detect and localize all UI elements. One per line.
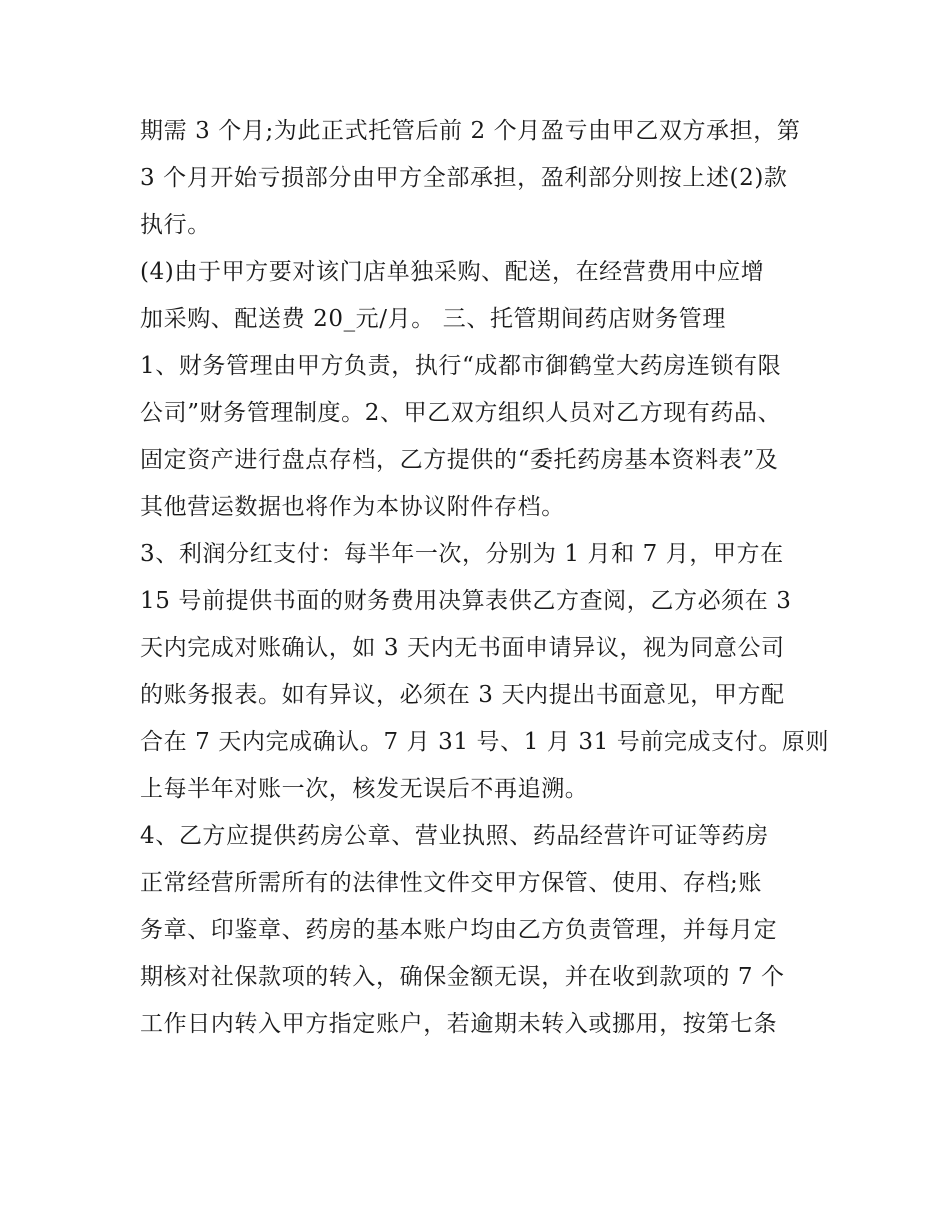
- text-line: 4、乙方应提供药房公章、营业执照、药品经营许可证等药房: [140, 823, 769, 849]
- text-line: 期核对社保款项的转入，确保金额无误，并在收到款项的 7 个: [140, 964, 785, 990]
- text-line: 的账务报表。如有异议，必须在 3 天内提出书面意见，甲方配: [140, 682, 785, 708]
- text-line: 3、利润分红支付：每半年一次，分别为 1 月和 7 月，甲方在: [140, 541, 784, 567]
- text-line: (4)由于甲方要对该门店单独采购、配送，在经营费用中应增: [140, 259, 765, 285]
- text-line: 合在 7 天内完成确认。7 月 31 号、1 月 31 号前完成支付。原则: [140, 729, 830, 755]
- text-line: 固定资产进行盘点存档，乙方提供的“委托药房基本资料表”及: [140, 447, 779, 473]
- text-line: 其他营运数据也将作为本协议附件存档。: [140, 494, 565, 520]
- text-line: 期需 3 个月;为此正式托管后前 2 个月盈亏由甲乙双方承担，第: [140, 118, 801, 144]
- text-line: 3 个月开始亏损部分由甲方全部承担，盈利部分则按上述(2)款: [140, 165, 788, 191]
- text-line: 1、财务管理由甲方负责，执行“成都市御鹤堂大药房连锁有限: [140, 353, 782, 379]
- text-line: 15 号前提供书面的财务费用决算表供乙方查阅，乙方必须在 3: [140, 588, 792, 614]
- text-line: 务章、印鉴章、药房的基本账户均由乙方负责管理，并每月定: [140, 917, 778, 943]
- text-line: 工作日内转入甲方指定账户，若逾期未转入或挪用，按第七条: [140, 1011, 778, 1037]
- text-line: 正常经营所需所有的法律性文件交甲方保管、使用、存档;账: [140, 870, 762, 896]
- text-line: 加采购、配送费 20_元/月。 三、托管期间药店财务管理: [140, 306, 726, 332]
- text-line: 执行。: [140, 212, 211, 238]
- text-line: 天内完成对账确认，如 3 天内无书面申请异议，视为同意公司: [140, 635, 785, 661]
- text-line: 上每半年对账一次，核发无误后不再追溯。: [140, 776, 589, 802]
- document-body: [140, 108, 830, 1048]
- text-line: 公司”财务管理制度。2、甲乙双方组织人员对乙方现有药品、: [140, 400, 782, 426]
